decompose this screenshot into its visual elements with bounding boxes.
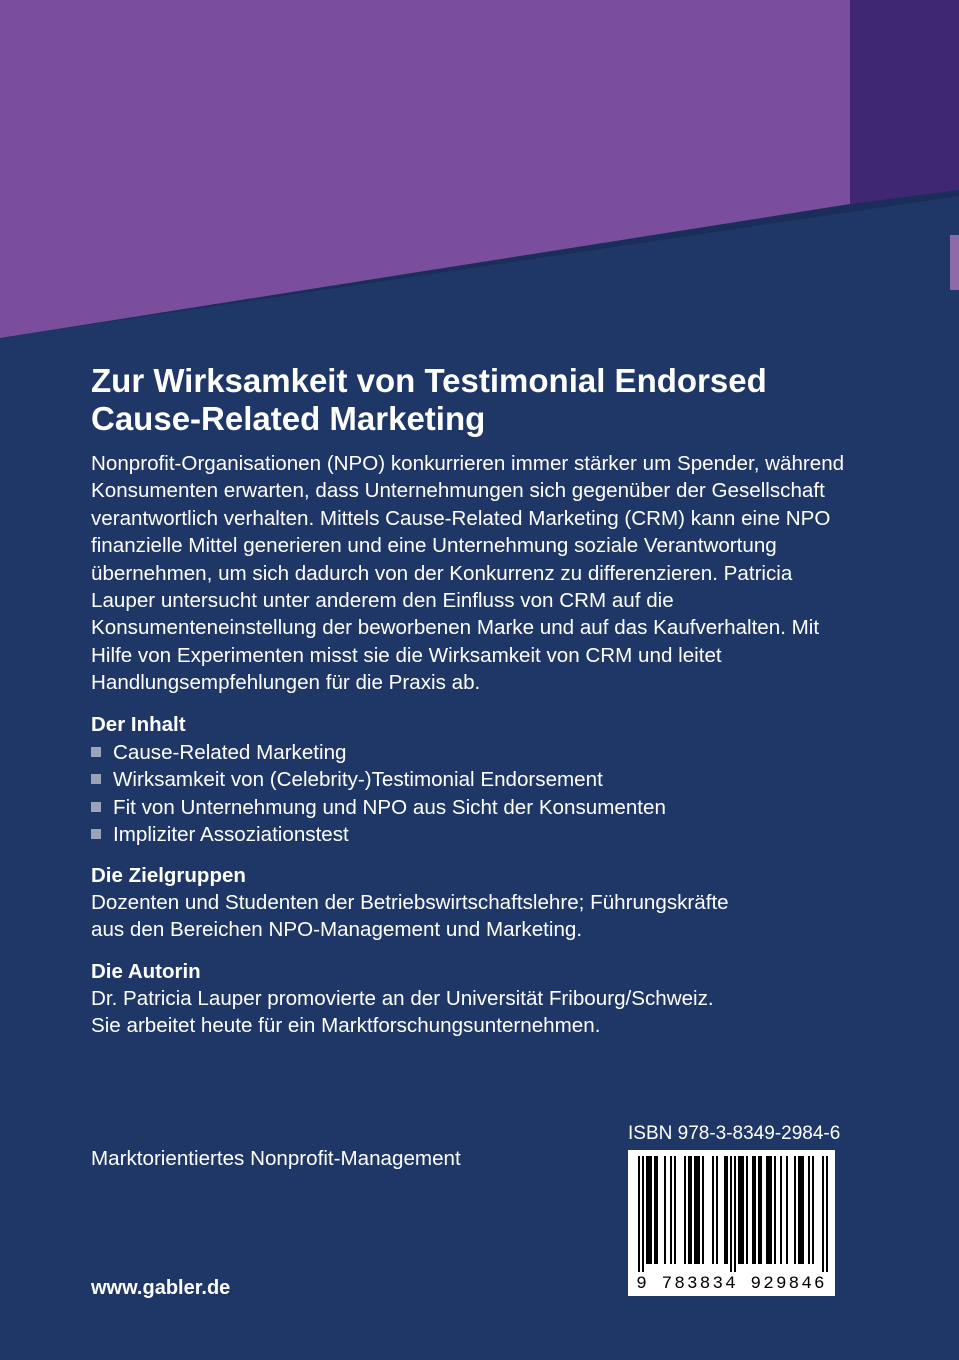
barcode-bar bbox=[812, 1156, 814, 1264]
barcode-bar bbox=[696, 1156, 698, 1264]
barcode-bar bbox=[780, 1156, 782, 1264]
audience-heading: Die Zielgruppen bbox=[91, 864, 246, 887]
dark-violet-panel bbox=[850, 0, 959, 204]
barcode-bar bbox=[656, 1156, 658, 1264]
barcode-bar bbox=[742, 1156, 744, 1264]
barcode-bar bbox=[758, 1156, 760, 1264]
barcode-bar bbox=[760, 1156, 762, 1264]
barcode-bar bbox=[800, 1156, 802, 1264]
author-heading: Die Autorin bbox=[91, 960, 201, 983]
barcode-bar bbox=[726, 1156, 728, 1264]
barcode bbox=[628, 1150, 835, 1296]
barcode-bar bbox=[688, 1156, 690, 1264]
barcode-bar bbox=[766, 1156, 768, 1264]
barcode-bar bbox=[650, 1156, 652, 1264]
barcode-guard-bar bbox=[826, 1156, 828, 1272]
barcode-guard-bar bbox=[822, 1156, 824, 1272]
barcode-bar bbox=[684, 1156, 686, 1264]
author-text bbox=[91, 985, 851, 1040]
barcode-bar bbox=[698, 1156, 700, 1264]
barcode-bar bbox=[702, 1156, 704, 1264]
edge-mark bbox=[950, 235, 959, 290]
barcode-bar bbox=[712, 1156, 714, 1264]
bullet-square-icon bbox=[91, 802, 101, 812]
barcode-bar bbox=[646, 1156, 648, 1264]
audience-line-1: Dozenten und Studenten der Betriebswirtschaftslehre; Führungskräfte bbox=[91, 891, 729, 914]
list-item: Cause-Related Marketing bbox=[91, 739, 851, 766]
publisher-website: www.gabler.de bbox=[91, 1277, 231, 1299]
barcode-guard-bar bbox=[638, 1156, 640, 1272]
barcode-bar bbox=[724, 1156, 726, 1264]
list-item: Fit von Unternehmung und NPO aus Sicht der Konsumenten bbox=[91, 794, 851, 821]
barcode-bar bbox=[690, 1156, 692, 1264]
author-line-1: Dr. Patricia Lauper promovierte an der Universität Fribourg/Schweiz. bbox=[91, 987, 714, 1010]
barcode-bar bbox=[716, 1156, 718, 1264]
contents-heading: Der Inhalt bbox=[91, 713, 186, 736]
barcode-bar bbox=[746, 1156, 748, 1264]
barcode-digits: 9 783834 929846 bbox=[636, 1274, 827, 1294]
barcode-bar bbox=[654, 1156, 656, 1264]
barcode-bar bbox=[694, 1156, 696, 1264]
barcode-bar bbox=[786, 1156, 788, 1264]
bullet-square-icon bbox=[91, 829, 101, 839]
barcode-guard-bar bbox=[734, 1156, 736, 1272]
barcode-bar bbox=[674, 1156, 676, 1264]
barcode-bar bbox=[648, 1156, 650, 1264]
barcode-bar bbox=[670, 1156, 672, 1264]
barcode-guard-bar bbox=[730, 1156, 732, 1272]
barcode-bar bbox=[794, 1156, 796, 1264]
contents-list bbox=[91, 739, 851, 848]
bullet-square-icon bbox=[91, 747, 101, 757]
barcode-bar bbox=[774, 1156, 776, 1264]
barcode-bar bbox=[664, 1156, 666, 1264]
barcode-bar bbox=[738, 1156, 740, 1264]
barcode-bar bbox=[798, 1156, 800, 1264]
blurb-text: Nonprofit-Organisationen (NPO) konkurrieren immer stärker um Spender, während Konsumenten erwarten, dass Unternehmungen sich gegenüber der Gesellschaft verantwortlich verhalten. Mittels Cause-Related Marketing (CRM) kann eine NPO finanzielle Mittel generieren und eine Unternehmung soziale Verantwortung übernehmen, um sich dadurch von der Konkurrenz zu differenzieren. Patricia Lauper untersucht unter anderem den Einfluss von CRM auf die Konsumenteneinstellung der beworbenen Marke und auf das Kaufverhalten. Mit Hilfe von Experimenten misst sie die Wirksamkeit von CRM und leitet Handlungsempfehlungen für die Praxis ab. bbox=[91, 452, 845, 695]
book-title bbox=[91, 362, 871, 438]
title-line-1: Zur Wirksamkeit von Testimonial Endorsed bbox=[91, 362, 767, 399]
audience-text bbox=[91, 889, 851, 944]
audience-line-2: aus den Bereichen NPO-Management und Marketing. bbox=[91, 918, 583, 942]
title-line-2: Cause-Related Marketing bbox=[91, 400, 486, 437]
series-name: Marktorientiertes Nonprofit-Management bbox=[91, 1147, 461, 1170]
isbn-label: ISBN 978-3-8349-2984-6 bbox=[628, 1123, 841, 1144]
author-line-2: Sie arbeitet heute für ein Marktforschungsunternehmen. bbox=[91, 1014, 601, 1038]
barcode-bar bbox=[752, 1156, 754, 1264]
bullet-square-icon bbox=[91, 774, 101, 784]
list-item: Wirksamkeit von (Celebrity-)Testimonial Endorsement bbox=[91, 766, 851, 793]
barcode-guard-bar bbox=[642, 1156, 644, 1272]
list-item: Impliziter Assoziationstest bbox=[91, 821, 851, 848]
barcode-bar bbox=[740, 1156, 742, 1264]
barcode-bar bbox=[754, 1156, 756, 1264]
barcode-bar bbox=[770, 1156, 772, 1264]
barcode-bar bbox=[808, 1156, 810, 1264]
barcode-bar bbox=[802, 1156, 804, 1264]
barcode-bar bbox=[768, 1156, 770, 1264]
